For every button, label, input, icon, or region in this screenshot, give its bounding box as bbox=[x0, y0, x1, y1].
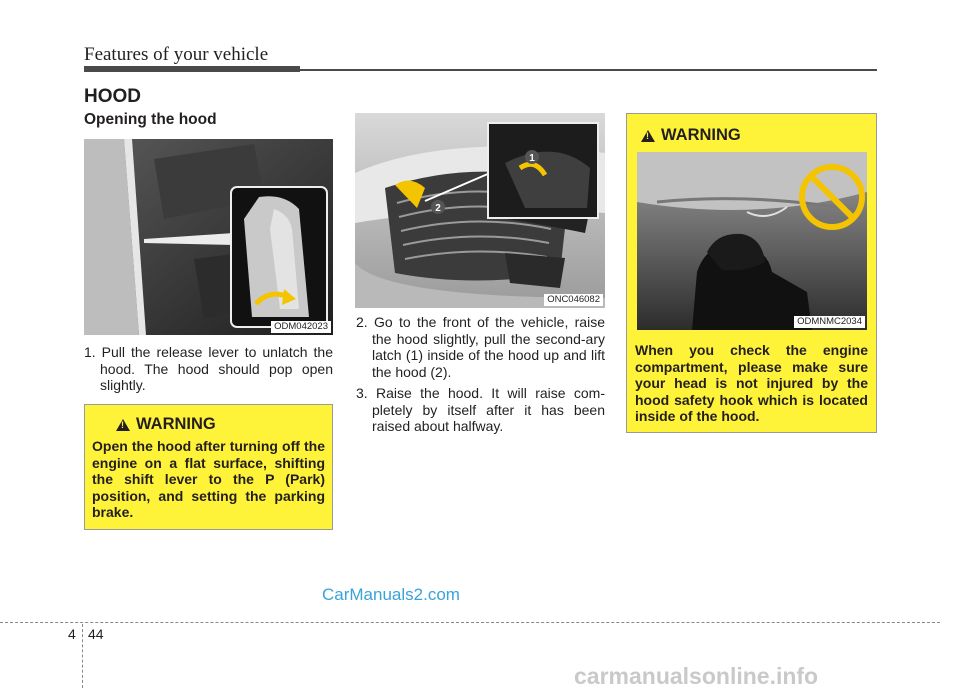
section-subtitle: Opening the hood bbox=[84, 111, 217, 128]
warning-box-hood-hook bbox=[626, 113, 877, 433]
section-title: HOOD bbox=[84, 86, 141, 107]
warning-label: WARNING bbox=[136, 415, 216, 433]
hood-release-lever-photo bbox=[84, 139, 333, 335]
warning-triangle-icon bbox=[116, 419, 130, 431]
callout-1: 1 bbox=[529, 153, 535, 164]
warning-text: When you check the engine compartment, please make sure your head is not injured by the hood safety hook which is located inside of the hood. bbox=[635, 342, 868, 424]
step-2: 2. Go to the front of the vehicle, raise the hood slightly, pull the second-ary latch (1) inside of the hood up and lift the hood (2). bbox=[356, 314, 605, 380]
steps-column-2 bbox=[356, 314, 605, 440]
chapter-number: 4 bbox=[68, 626, 76, 642]
watermark-carmanualsonline[interactable]: carmanualsonline.info bbox=[574, 663, 819, 689]
page-number: 44 bbox=[88, 626, 104, 642]
watermark-carmanuals2[interactable]: CarManuals2.com bbox=[322, 585, 460, 604]
warning-label: WARNING bbox=[661, 126, 741, 144]
header-rule-thick bbox=[84, 66, 300, 72]
steps-column-1 bbox=[84, 344, 333, 399]
footer-divider bbox=[82, 624, 83, 688]
warning-text: Open the hood after turning off the engine on a flat surface, shifting the shift lever to the P (Park) position, and setting the parking brake. bbox=[92, 438, 325, 520]
figure-code: ONC046082 bbox=[544, 294, 603, 306]
running-header: Features of your vehicle bbox=[84, 44, 269, 65]
warning-box-parking bbox=[84, 404, 333, 530]
warning-triangle-icon bbox=[641, 130, 655, 142]
figure-code: ODMNMC2034 bbox=[794, 316, 865, 328]
vehicle-front-photo bbox=[355, 113, 605, 308]
figure-code: ODM042023 bbox=[271, 321, 331, 333]
header-rule-thin bbox=[300, 69, 877, 71]
head-injury-photo bbox=[637, 152, 867, 330]
step-1: 1. Pull the release lever to unlatch the hood. The hood should pop open slightly. bbox=[84, 344, 333, 393]
step-3: 3. Raise the hood. It will raise com-pletely by itself after it has been raised about halfway. bbox=[356, 385, 605, 434]
footer-rule bbox=[0, 622, 940, 623]
callout-2: 2 bbox=[435, 203, 441, 214]
